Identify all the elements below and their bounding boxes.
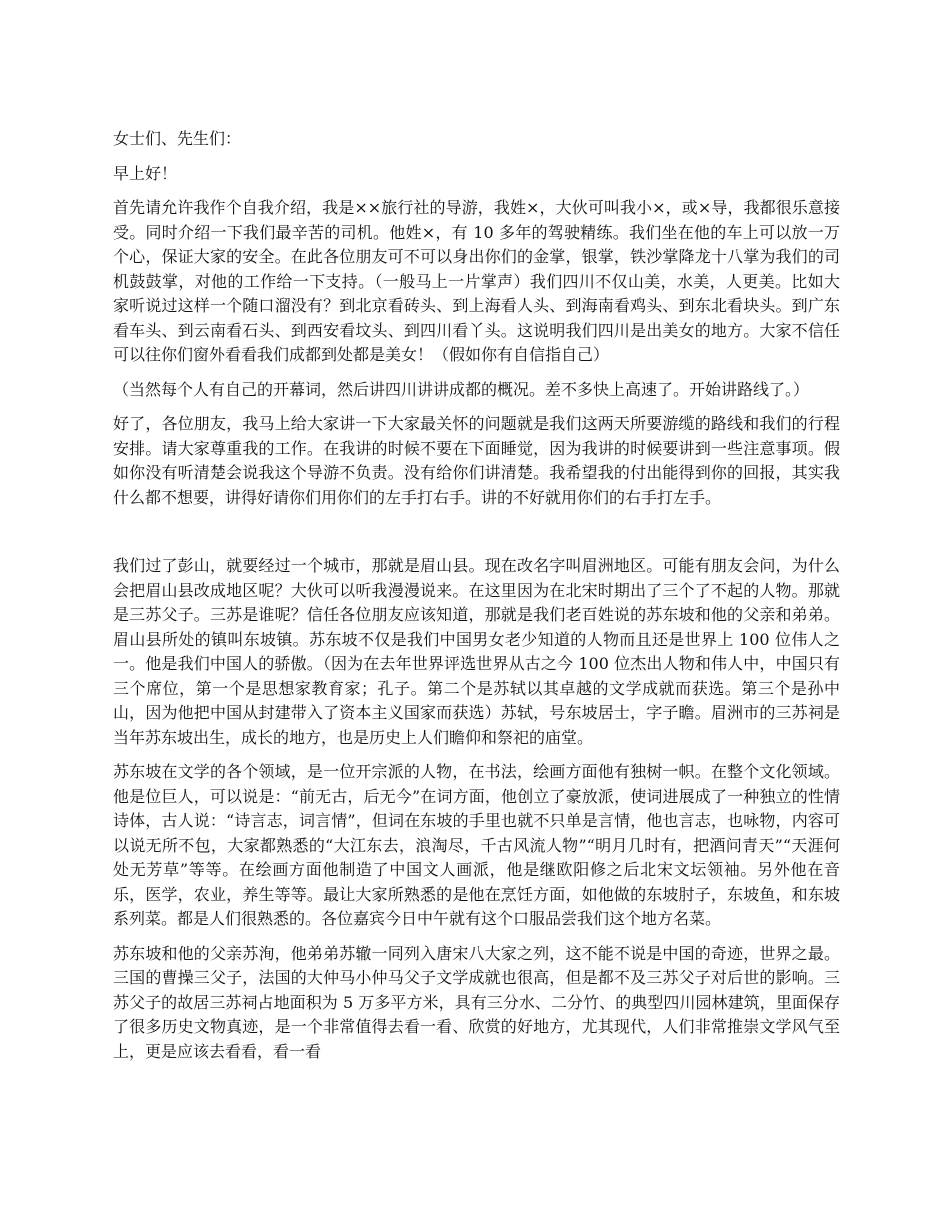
paragraph-itinerary: 好了，各位朋友，我马上给大家讲一下大家最关怀的问题就是我们这两天所要游缆的路线和我们的行程安排。请大家尊重我的工作。在我讲的时候不要在下面睡觉，因为我讲的时候要讲到一些注意事项。假如你没有听清楚会说我这个导游不负责。没有给你们讲清楚。我希望我的付出能得到你的回报，其实我什么都不想要，讲得好请你们用你们的左手打右手。讲的不好就用你们的右手打左手。 — [113, 414, 840, 507]
morning-greeting: 早上好！ — [113, 163, 178, 183]
paragraph-meishan: 我们过了彭山，就要经过一个城市，那就是眉山县。现在改名字叫眉洲地区。可能有朋友会问，为什么会把眉山县改成地区呢？大伙可以听我漫漫说来。在这里因为在北宋时期出了三个了不起的人物。那就是三苏父子。三苏是谁呢？信任各位朋友应该知道，那就是我们老百姓说的苏东坡和他的父亲和弟弟。眉山县所处的镇叫东坡镇。苏东坡不仅是我们中国男女老少知道的人物而且还是世界上 100 位伟人之一。他是我们中国人的骄傲。（因为在去年世界评选世界从古之今 100 位杰出人物和伟人中，中国只有三个席位，第一个是思想家教育家；孔子。第二个是苏轼以其卓越的文学成就而获选。第三个是孙中山，因为他把中国从封建带入了资本主义国家而获选）苏轼，号东坡居士，字子瞻。眉洲市的三苏祠是当年苏东坡出生，成长的地方，也是历史上人们瞻仰和祭祀的庙堂。 — [113, 556, 840, 747]
document-page — [113, 127, 840, 1074]
greeting-line: 女士们、先生们： — [113, 129, 242, 148]
paragraph-aside-note: （当然每个人有自己的开幕词，然后讲四川讲讲成都的概况。差不多快上高速了。开始讲路线了。） — [113, 379, 810, 399]
paragraph-three-su: 苏东坡和他的父亲苏洵，他弟弟苏辙一同列入唐宋八大家之列，这不能不说是中国的奇迹，世界之最。三国的曹操三父子，法国的大仲马小仲马父子文学成就也很高，但是都不及三苏父子对后世的影响。三苏父子的故居三苏祠占地面积为 5 万多平方米，具有三分水、二分竹、的典型四川园林建筑，里面保存了很多历史文物真迹，是一个非常值得去看一看、欣赏的好地方，尤其现代，人们非常推崇文学风气至上，更是应该去看看，看一看 — [113, 943, 840, 1061]
paragraph-su-dongpo-literature: 苏东坡在文学的各个领域，是一位开宗派的人物，在书法，绘画方面他有独树一帜。在整个文化领域。他是位巨人，可以说是：“前无古，后无今”在词方面，他创立了豪放派，使词进展成了一种独立的性情诗体，古人说：“诗言志，词言情”，但词在东坡的手里也就不只单是言情，他也言志，也咏物，内容可以说无所不包，大家都熟悉的“大江东去，浪淘尽，千古风流人物”“明月几时有，把酒问青天”“天涯何处无芳草”等等。在绘画方面他制造了中国文人画派，他是继欧阳修之后北宋文坛领袖。另外他在音乐，医学，农业，养生等等。最让大家所熟悉的是他在烹饪方面，如他做的东坡肘子，东坡鱼，和东坡系列菜。都是人们很熟悉的。各位嘉宾今日中午就有这个口服品尝我们这个地方名菜。 — [113, 762, 840, 928]
paragraph-introduction: 首先请允许我作个自我介绍，我是××旅行社的导游，我姓×，大伙可叫我小×，或×导，我都很乐意接受。同时介绍一下我们最辛苦的司机。他姓×，有 10 多年的驾驶精练。我们坐在他的车上可以放一万个心，保证大家的安全。在此各位朋友可不可以身出你们的金掌，银掌，铁沙掌降龙十八掌为我们的司机鼓鼓掌，对他的工作给一下支持。（一般马上一片掌声）我们四川不仅山美，水美，人更美。比如大家听说过这样一个随口溜没有？到北京看砖头、到上海看人头、到海南看鸡头、到东北看块头。到广东看车头、到云南看石头、到西安看坟头、到四川看丫头。这说明我们四川是出美女的地方。大家不信任可以往你们窗外看看我们成都到处都是美女！（假如你有自信指自己） — [113, 198, 840, 364]
